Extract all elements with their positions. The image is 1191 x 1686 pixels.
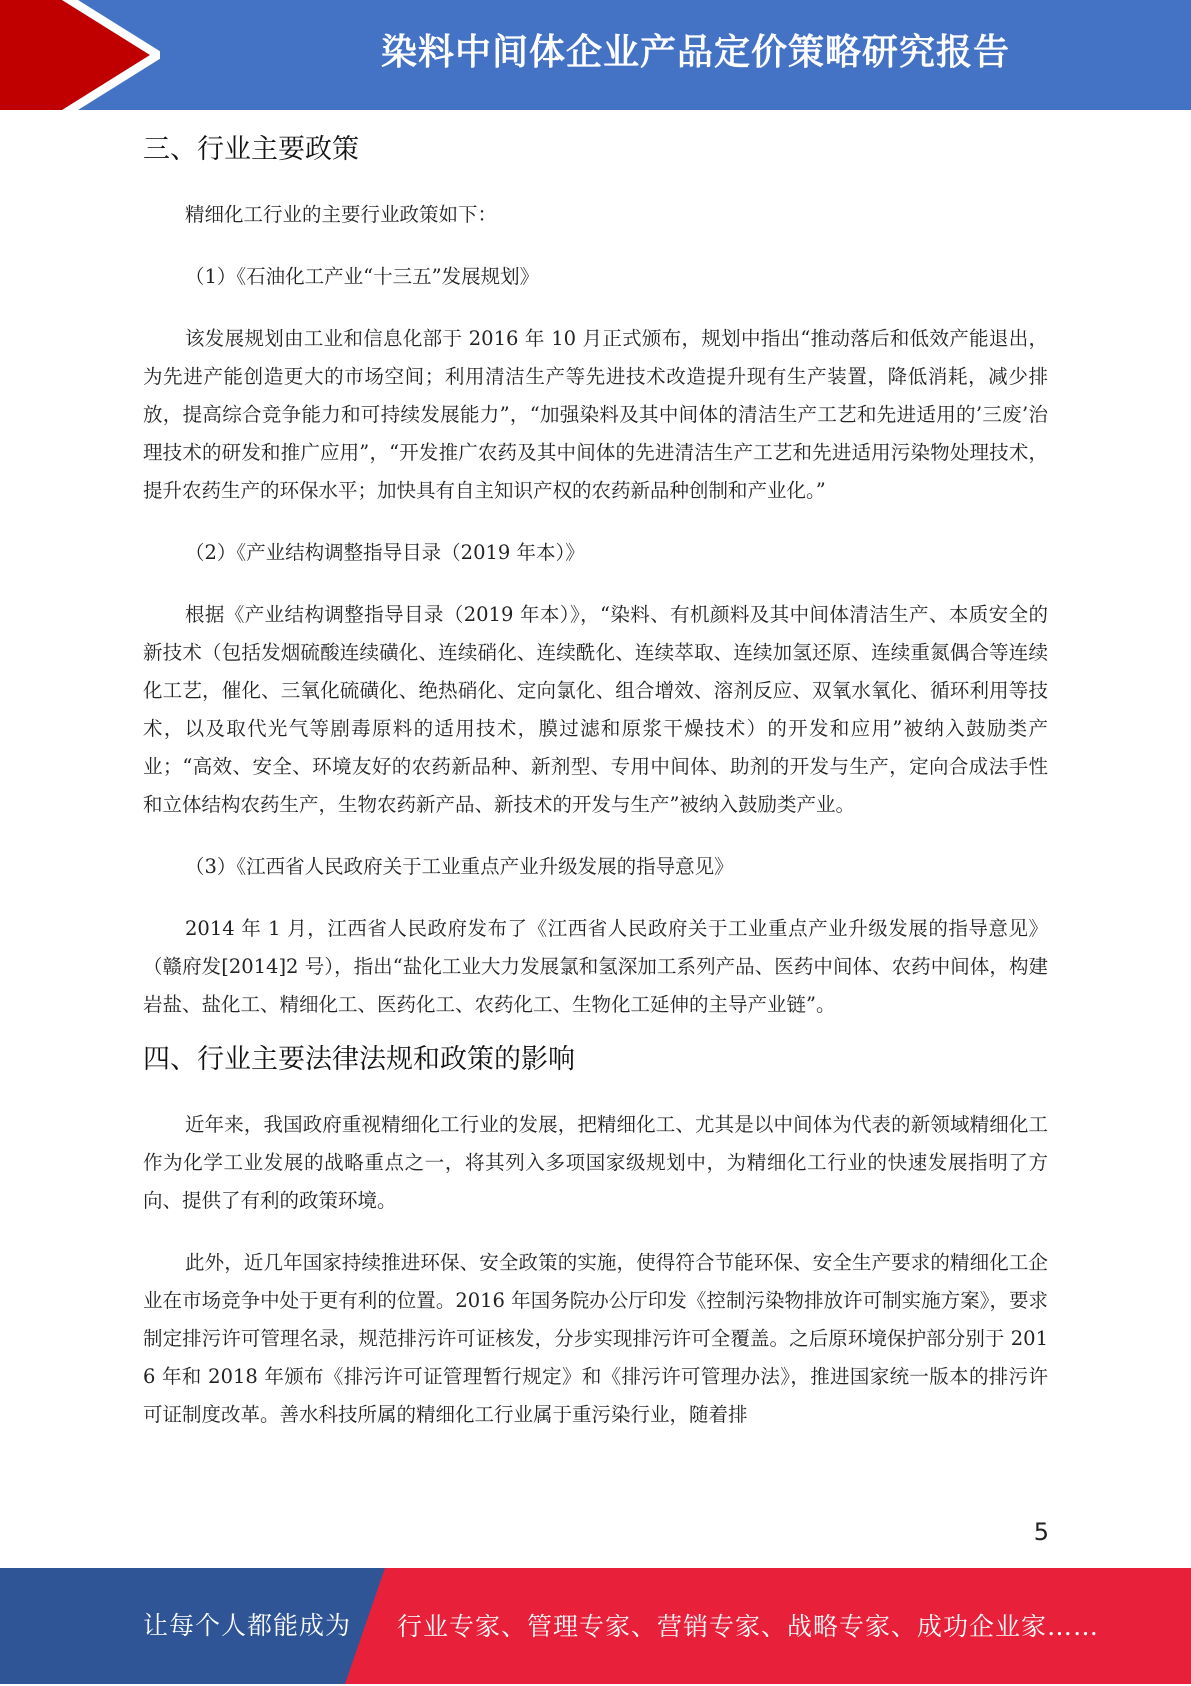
- footer-slogan-right: 行业专家、管理专家、营销专家、战略专家、成功企业家……: [397, 1612, 1100, 1641]
- footer-slogan-left: 让每个人都能成为: [143, 1611, 352, 1640]
- report-title: 染料中间体企业产品定价策略研究报告: [380, 32, 1010, 73]
- footer-band: [0, 1568, 1191, 1684]
- section-heading-impact: 四、行业主要法律法规和政策的影响: [143, 1044, 575, 1075]
- header-arrow-icon: [0, 0, 160, 110]
- impact-paragraph: 此外，近几年国家持续推进环保、安全政策的实施，使得符合节能环保、安全生产要求的精细化工企业在市场竞争中处于更有利的位置。2016 年国务院办公厅印发《控制污染物排放许可制实施方案》，要求制定排污许可管理名录，规范排污许可证核发，分步实现排污许可全覆盖。之后原环境保护部分别于 2016 年和 2018 年颁布《排污许可证管理暂行规定》和《排污许可管理办法》，推进国家统一版本的排污许可证制度改革。善水科技所属的精细化工行业属于重污染行业，随着排: [143, 1251, 1048, 1426]
- policy-item-body: 该发展规划由工业和信息化部于 2016 年 10 月正式颁布，规划中指出“推动落后和低效产能退出，为先进产能创造更大的市场空间；利用清洁生产等先进技术改造提升现有生产装置，降低消耗，减少排放，提高综合竞争能力和可持续发展能力”，“加强染料及其中间体的清洁生产工艺和先进适用的’三废’治理技术的研发和推广应用”，“开发推广农药及其中间体的先进清洁生产工艺和先进适用污染物处理技术，提升农药生产的环保水平；加快具有自主知识产权的农药新品种创制和产业化。”: [143, 327, 1048, 502]
- page-content: [143, 128, 1048, 1458]
- policy-item-body: 根据《产业结构调整指导目录（2019 年本）》，“染料、有机颜料及其中间体清洁生产、本质安全的新技术（包括发烟硫酸连续磺化、连续硝化、连续酰化、连续萃取、连续加氢还原、连续重氮偶合等连续化工艺，催化、三氧化硫磺化、绝热硝化、定向氯化、组合增效、溶剂反应、双氧水氧化、循环利用等技术，以及取代光气等剧毒原料的适用技术，膜过滤和原浆干燥技术）的开发和应用”被纳入鼓励类产业；“高效、安全、环境友好的农药新品种、新剂型、专用中间体、助剂的开发与生产，定向合成法手性和立体结构农药生产，生物农药新产品、新技术的开发与生产”被纳入鼓励类产业。: [143, 603, 1048, 816]
- section-intro: 精细化工行业的主要行业政策如下：: [185, 203, 498, 226]
- page-number: 5: [1033, 1518, 1049, 1546]
- section-heading-policies: 三、行业主要政策: [143, 134, 359, 165]
- policy-item-title: （2）《产业结构调整指导目录（2019 年本）》: [185, 541, 585, 564]
- policy-item-title: （3）《江西省人民政府关于工业重点产业升级发展的指导意见》: [185, 855, 734, 878]
- impact-paragraph: 近年来，我国政府重视精细化工行业的发展，把精细化工、尤其是以中间体为代表的新领域精细化工作为化学工业发展的战略重点之一，将其列入多项国家级规划中，为精细化工行业的快速发展指明了方向、提供了有利的政策环境。: [143, 1113, 1048, 1212]
- policy-item-title: （1）《石油化工产业“十三五”发展规划》: [185, 265, 540, 288]
- header-band: [0, 0, 1191, 110]
- policy-item-body: 2014 年 1 月，江西省人民政府发布了《江西省人民政府关于工业重点产业升级发展的指导意见》（赣府发[2014]2 号），指出“盐化工业大力发展氯和氢深加工系列产品、医药中间体、农药中间体，构建岩盐、盐化工、精细化工、医药化工、农药化工、生物化工延伸的主导产业链”。: [143, 917, 1048, 1016]
